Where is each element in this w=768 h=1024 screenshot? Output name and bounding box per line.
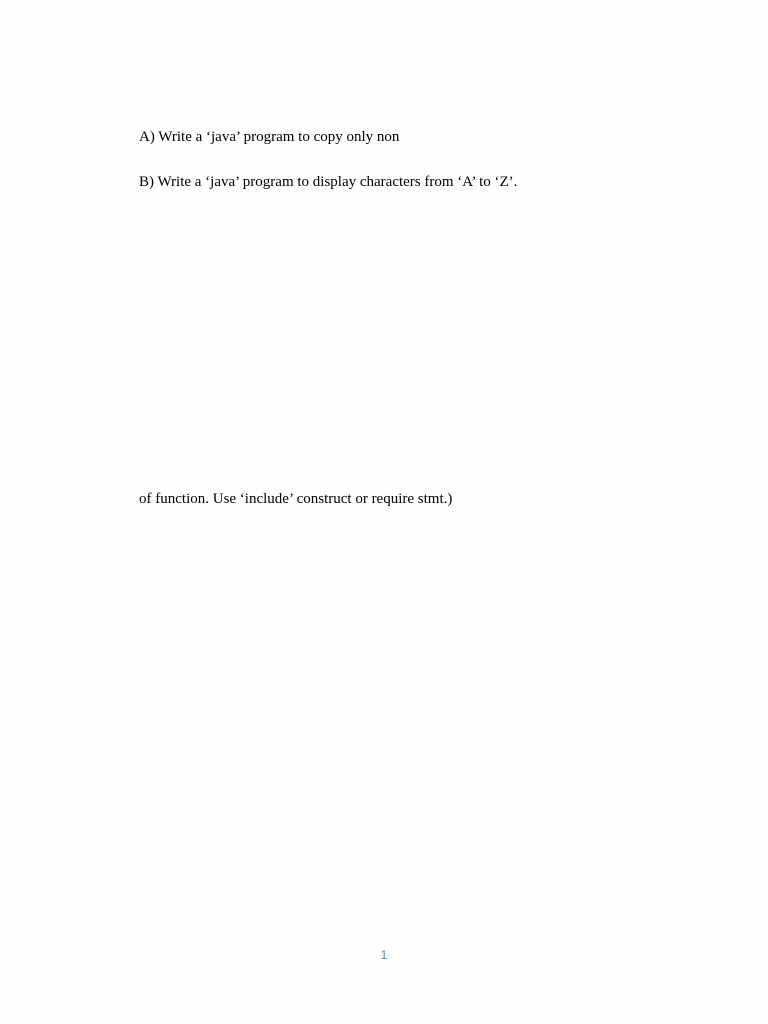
page-number: 1 xyxy=(380,948,388,962)
question-b-text: B) Write a ‘java’ program to display characters from ‘A’ to ‘Z’. xyxy=(139,174,518,190)
question-a-text: A) Write a ‘java’ program to copy only non xyxy=(139,129,400,145)
function-note-text: of function. Use ‘include’ construct or require stmt.) xyxy=(139,491,453,507)
